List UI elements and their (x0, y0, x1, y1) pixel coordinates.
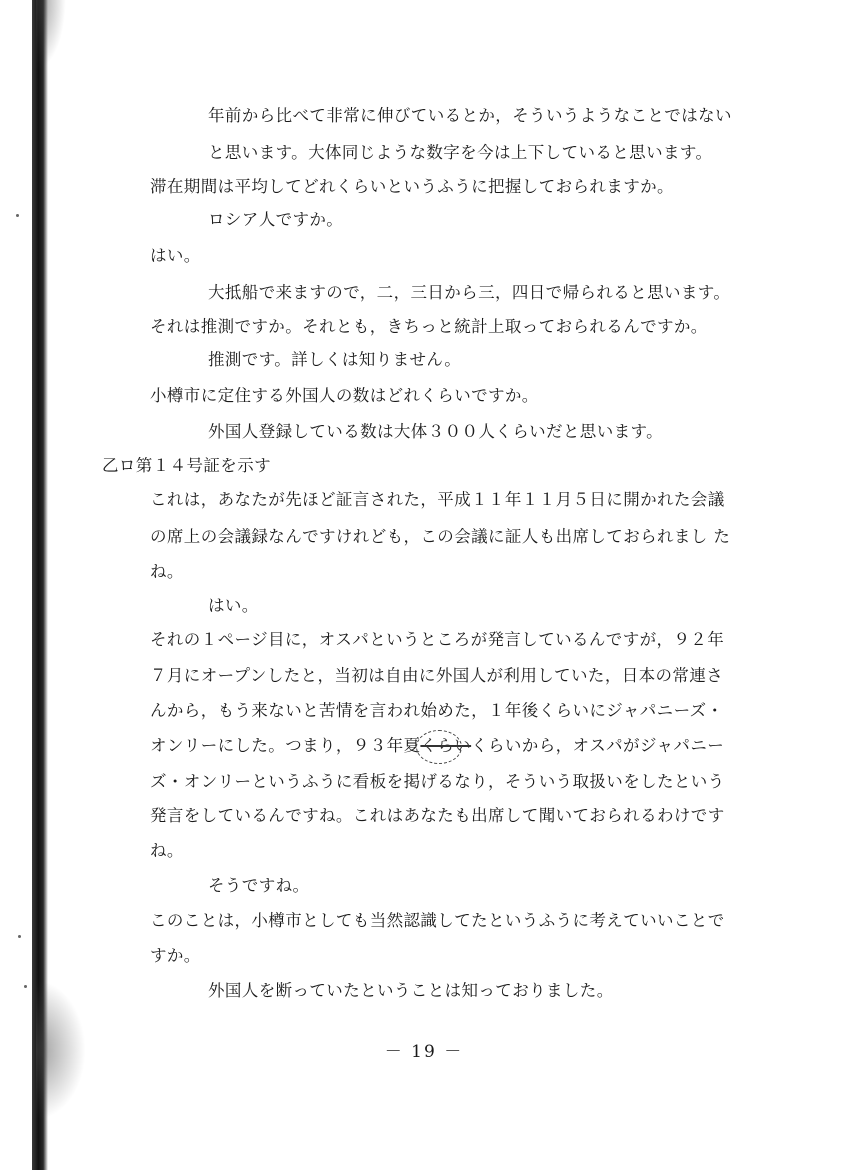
text-line: 外国人登録している数は大体３００人くらいだと思います。 (208, 422, 663, 441)
text-line: んから，もう来ないと苦情を言われ始めた，１年後くらいにジャパニーズ・ (150, 701, 724, 720)
text-line: ね。 (150, 562, 184, 581)
text-line: 滞在期間は平均してどれくらいというふうに把握しておられますか。 (150, 177, 674, 196)
text-line: ズ・オンリーというふうに看板を掲げるなり，そういう取扱いをしたという (150, 772, 725, 791)
text-line: ７月にオープンしたと，当初は自由に外国人が利用していた，日本の常連さ (150, 666, 724, 685)
page-number: － 19 － (384, 1042, 464, 1062)
text-line: ね。 (150, 841, 184, 860)
text-line: このことは，小樽市としても当然認識してたというふうに考えていいことで (150, 911, 725, 930)
text-line: 推測です。詳しくは知りません。 (208, 350, 462, 369)
text-line: それの１ページ目に，オスパというところが発言しているんですが，９２年 (150, 630, 725, 649)
text-segment: オンリーにした。つまり，９３年夏 (150, 736, 421, 755)
text-line: はい。 (208, 596, 259, 615)
text-line: 外国人を断っていたということは知っておりました。 (208, 981, 614, 1000)
text-line: ロシア人ですか。 (208, 210, 344, 229)
text-line: の席上の会議録なんですけれども，この会議に証人も出席しておられまし た (150, 527, 731, 546)
text-line: それは推測ですか。それとも，きちっと統計上取っておられるんですか。 (150, 317, 708, 336)
scan-speck (16, 214, 19, 217)
text-line: 小樽市に定住する外国人の数はどれくらいですか。 (150, 386, 539, 405)
exhibit-heading: 乙ロ第１４号証を示す (102, 456, 271, 475)
binding-shadow-top (36, 0, 66, 70)
scan-speck (24, 985, 27, 988)
text-line: そうですね。 (208, 876, 310, 895)
correction-seal (420, 736, 471, 756)
text-line: はい。 (150, 246, 201, 265)
text-segment: くらいから，オスパがジャパニー (471, 736, 725, 755)
text-line: 大抵船で来ますので，二，三日から三，四日で帰られると思います。 (208, 283, 731, 302)
text-line: すか。 (150, 946, 201, 965)
text-line: と思います。大体同じような数字を今は上下していると思います。 (208, 143, 713, 162)
text-line: 発言をしているんですね。これはあなたも出席して聞いておられるわけです (150, 806, 725, 825)
struck-text: くらい (420, 736, 472, 755)
text-line: 年前から比べて非常に伸びているとか，そういうようなことではない (208, 106, 732, 125)
scan-speck (18, 935, 21, 938)
text-line-with-correction (150, 736, 724, 756)
text-line: これは，あなたが先ほど証言された，平成１１年１１月５日に開かれた会議 (150, 490, 725, 509)
